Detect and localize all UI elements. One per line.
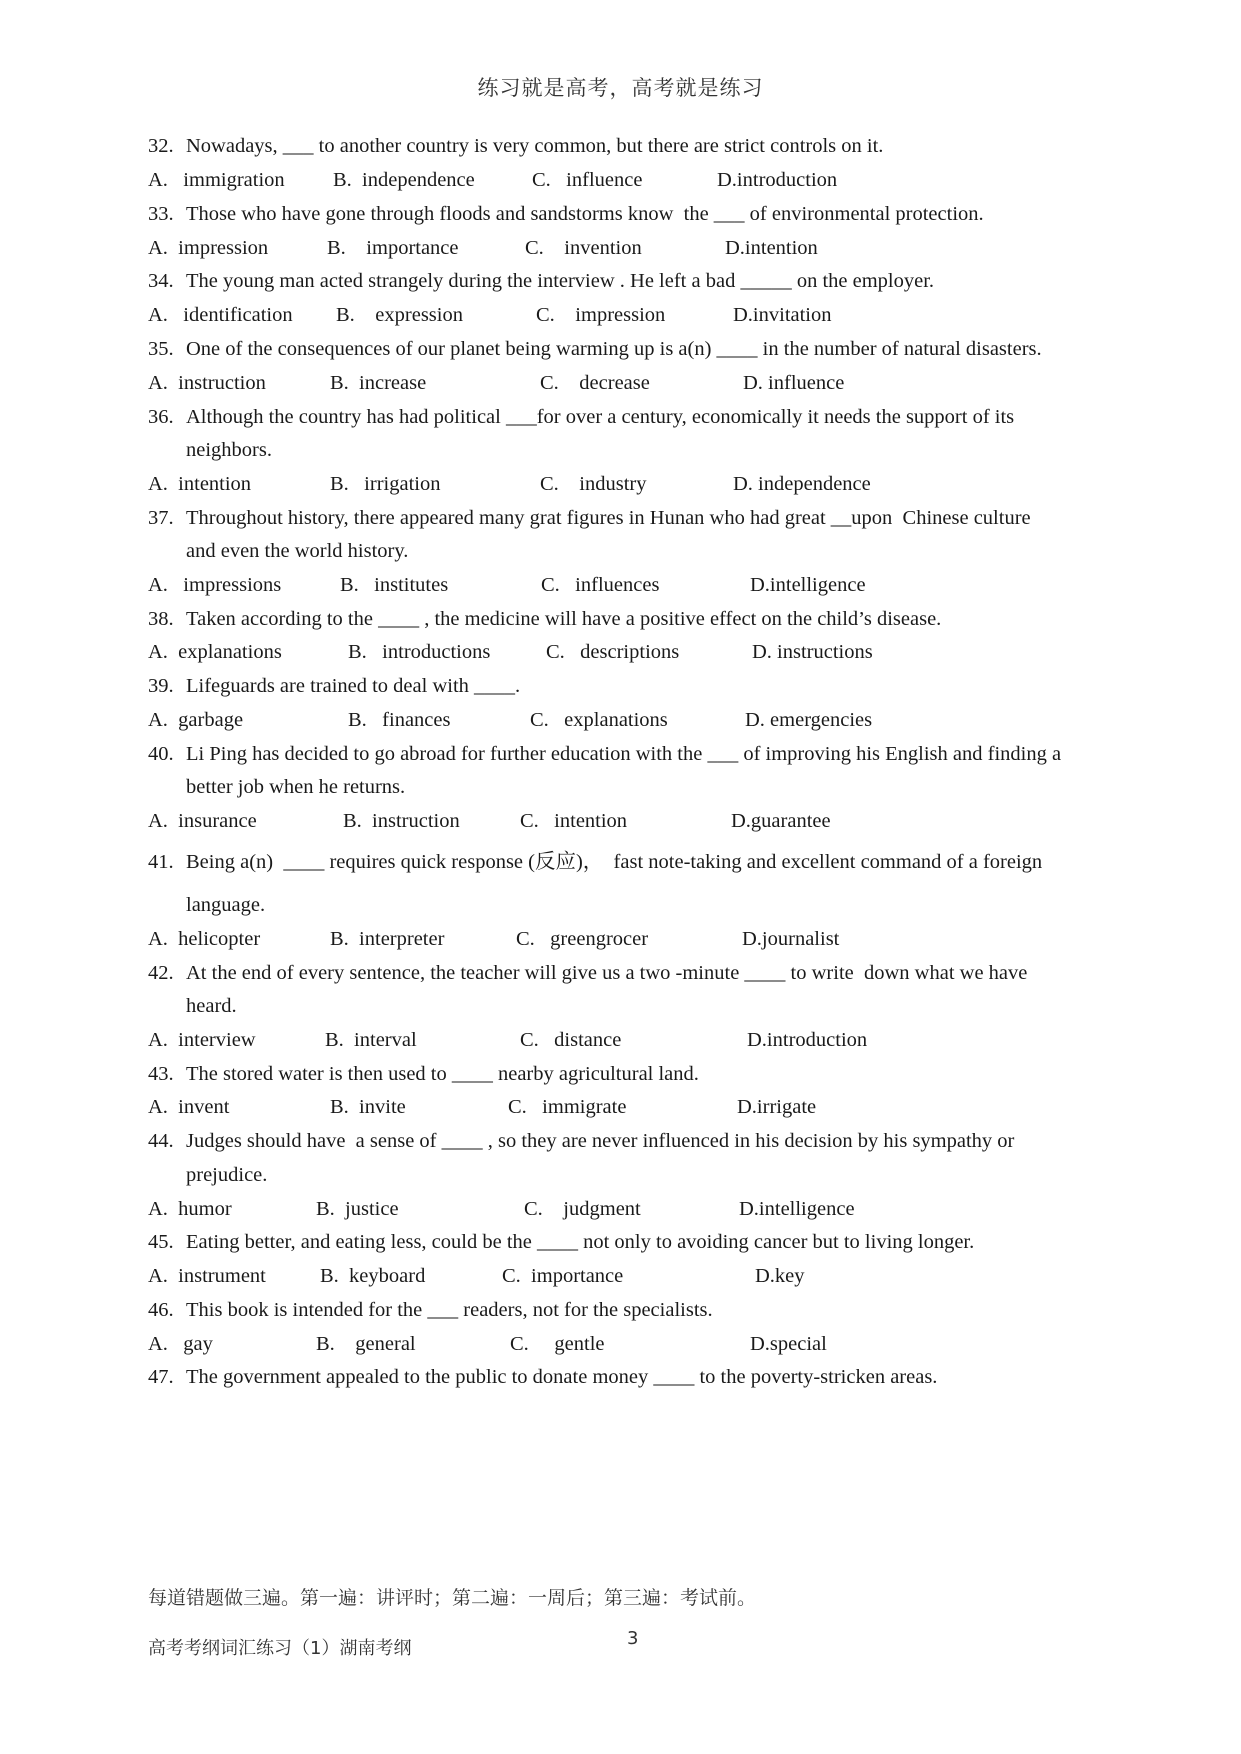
question-number: 42. <box>148 962 174 984</box>
question-text: Throughout history, there appeared many grat figures in Hunan who had great __upon Chinese culture <box>186 507 1031 529</box>
answer-option-c: C. influence <box>532 169 643 191</box>
question-stem <box>148 606 941 632</box>
answer-option-b: B. increase <box>330 372 427 394</box>
footer-title: 高考考纲词汇练习（1）湖南考纲 <box>148 1638 412 1659</box>
question-number: 44. <box>148 1130 174 1152</box>
answer-option-a: A. insurance <box>148 810 257 832</box>
answer-option-b: B. invite <box>330 1096 406 1118</box>
answer-option-b: B. introductions <box>348 641 491 663</box>
answer-option-a: A. invent <box>148 1096 230 1118</box>
question-text: Being a(n) ____ requires quick response (反应)， fast note-taking and excellent command of a foreign <box>186 851 1043 873</box>
question-number: 32. <box>148 135 174 157</box>
question-text: The government appealed to the public to donate money ____ to the poverty-stricken areas. <box>186 1366 938 1388</box>
answer-option-d: D.introduction <box>747 1029 868 1051</box>
answer-option-c: C. distance <box>520 1029 622 1051</box>
question-stem <box>148 336 1042 362</box>
answer-option-d: D.intention <box>725 237 818 259</box>
answer-option-b: B. institutes <box>340 574 449 596</box>
answer-option-a: A. explanations <box>148 641 282 663</box>
question-text: At the end of every sentence, the teacher will give us a two -minute ____ to write down what we have <box>186 962 1028 984</box>
question-stem-continued <box>186 437 272 463</box>
answer-option-d: D.special <box>750 1333 827 1355</box>
question-text: Taken according to the ____ , the medicine will have a positive effect on the child’s disease. <box>186 608 942 630</box>
answer-option-b: B. keyboard <box>320 1265 426 1287</box>
answer-option-d: D. influence <box>743 372 845 394</box>
answer-option-d: D.intelligence <box>750 574 866 596</box>
page-number: 3 <box>627 1628 639 1649</box>
question-text: The young man acted strangely during the interview . He left a bad _____ on the employer. <box>186 270 935 292</box>
question-number: 47. <box>148 1366 174 1388</box>
question-number: 45. <box>148 1231 174 1253</box>
answer-option-c: C. industry <box>540 473 647 495</box>
answer-option-c: C. importance <box>502 1265 624 1287</box>
answer-option-c: C. immigrate <box>508 1096 627 1118</box>
question-text: and even the world history. <box>186 540 409 562</box>
answer-option-d: D.irrigate <box>737 1096 817 1118</box>
question-text: Li Ping has decided to go abroad for further education with the ___ of improving his English and finding a <box>186 743 1062 765</box>
answer-option-a: A. humor <box>148 1198 232 1220</box>
question-number: 41. <box>148 851 174 873</box>
answer-option-d: D.journalist <box>742 928 840 950</box>
answer-option-c: C. influences <box>541 574 660 596</box>
question-stem <box>148 741 1061 767</box>
question-text: The stored water is then used to ____ nearby agricultural land. <box>186 1063 699 1085</box>
question-number: 34. <box>148 270 174 292</box>
answer-option-a: A. identification <box>148 304 293 326</box>
question-number: 33. <box>148 203 174 225</box>
question-text: This book is intended for the ___ readers, not for the specialists. <box>186 1299 713 1321</box>
answer-option-d: D.guarantee <box>731 810 831 832</box>
page-header: 练习就是高考，高考就是练习 <box>477 76 764 100</box>
question-number: 37. <box>148 507 174 529</box>
answer-option-a: A. instrument <box>148 1265 266 1287</box>
answer-option-d: D.invitation <box>733 304 832 326</box>
answer-option-c: C. impression <box>536 304 666 326</box>
answer-option-c: C. greengrocer <box>516 928 649 950</box>
question-number: 43. <box>148 1063 174 1085</box>
question-text: Nowadays, ___ to another country is very common, but there are strict controls on it. <box>186 135 884 157</box>
question-stem <box>148 1128 1014 1154</box>
question-number: 39. <box>148 675 174 697</box>
answer-option-d: D.intelligence <box>739 1198 855 1220</box>
answer-option-c: C. intention <box>520 810 628 832</box>
answer-option-d: D.key <box>755 1265 805 1287</box>
question-text: Eating better, and eating less, could be the ____ not only to avoiding cancer but to living longer. <box>186 1231 975 1253</box>
question-text: Those who have gone through floods and sandstorms know the ___ of environmental protection. <box>186 203 984 225</box>
question-stem <box>148 133 883 159</box>
answer-option-b: B. justice <box>316 1198 399 1220</box>
question-text: Although the country has had political ___for over a century, economically it needs the support of its <box>186 406 1015 428</box>
question-stem <box>148 1061 699 1087</box>
answer-option-a: A. gay <box>148 1333 213 1355</box>
answer-option-a: A. garbage <box>148 709 244 731</box>
answer-option-d: D. emergencies <box>745 709 873 731</box>
answer-option-a: A. impressions <box>148 574 282 596</box>
question-text: Judges should have a sense of ____ , so they are never influenced in his decision by his sympathy or <box>186 1130 1015 1152</box>
answer-option-d: D.introduction <box>717 169 838 191</box>
question-number: 35. <box>148 338 174 360</box>
answer-option-c: C. decrease <box>540 372 650 394</box>
answer-option-b: B. interval <box>325 1029 417 1051</box>
answer-option-a: A. intention <box>148 473 252 495</box>
answer-option-a: A. instruction <box>148 372 266 394</box>
answer-option-b: B. finances <box>348 709 451 731</box>
question-stem <box>148 1364 937 1390</box>
question-text: better job when he returns. <box>186 776 406 798</box>
question-number: 46. <box>148 1299 174 1321</box>
question-stem <box>148 404 1014 430</box>
question-number: 40. <box>148 743 174 765</box>
answer-option-b: B. instruction <box>343 810 460 832</box>
answer-option-b: B. irrigation <box>330 473 441 495</box>
answer-option-b: B. importance <box>327 237 459 259</box>
question-stem <box>148 505 1031 531</box>
answer-option-b: B. expression <box>336 304 463 326</box>
question-text: neighbors. <box>186 439 272 461</box>
question-number: 36. <box>148 406 174 428</box>
question-stem <box>148 849 1042 875</box>
study-note: 每道错题做三遍。第一遍：讲评时；第二遍：一周后；第三遍：考试前。 <box>148 1587 757 1609</box>
question-stem <box>148 1297 713 1323</box>
question-stem <box>148 960 1027 986</box>
answer-option-b: B. general <box>316 1333 416 1355</box>
answer-option-a: A. helicopter <box>148 928 261 950</box>
question-text: prejudice. <box>186 1164 268 1186</box>
answer-option-d: D. independence <box>733 473 871 495</box>
answer-option-b: B. independence <box>333 169 475 191</box>
answer-option-c: C. gentle <box>510 1333 605 1355</box>
answer-option-b: B. interpreter <box>330 928 445 950</box>
answer-option-a: A. immigration <box>148 169 285 191</box>
question-text: Lifeguards are trained to deal with ____. <box>186 675 521 697</box>
question-stem <box>148 201 984 227</box>
question-text: One of the consequences of our planet being warming up is a(n) ____ in the number of natural disasters. <box>186 338 1042 360</box>
answer-option-c: C. judgment <box>524 1198 641 1220</box>
question-stem-continued <box>186 538 408 564</box>
answer-option-a: A. impression <box>148 237 269 259</box>
answer-option-c: C. descriptions <box>546 641 680 663</box>
question-stem-continued <box>186 774 405 800</box>
question-number: 38. <box>148 608 174 630</box>
question-stem-continued <box>186 892 265 918</box>
question-text: language. <box>186 894 266 916</box>
answer-option-c: C. invention <box>525 237 642 259</box>
question-stem <box>148 1229 974 1255</box>
question-stem-continued <box>186 1162 267 1188</box>
answer-option-a: A. interview <box>148 1029 256 1051</box>
question-text: heard. <box>186 995 237 1017</box>
answer-option-d: D. instructions <box>752 641 873 663</box>
question-stem <box>148 268 934 294</box>
question-stem <box>148 673 520 699</box>
answer-option-c: C. explanations <box>530 709 668 731</box>
question-stem-continued <box>186 993 237 1019</box>
